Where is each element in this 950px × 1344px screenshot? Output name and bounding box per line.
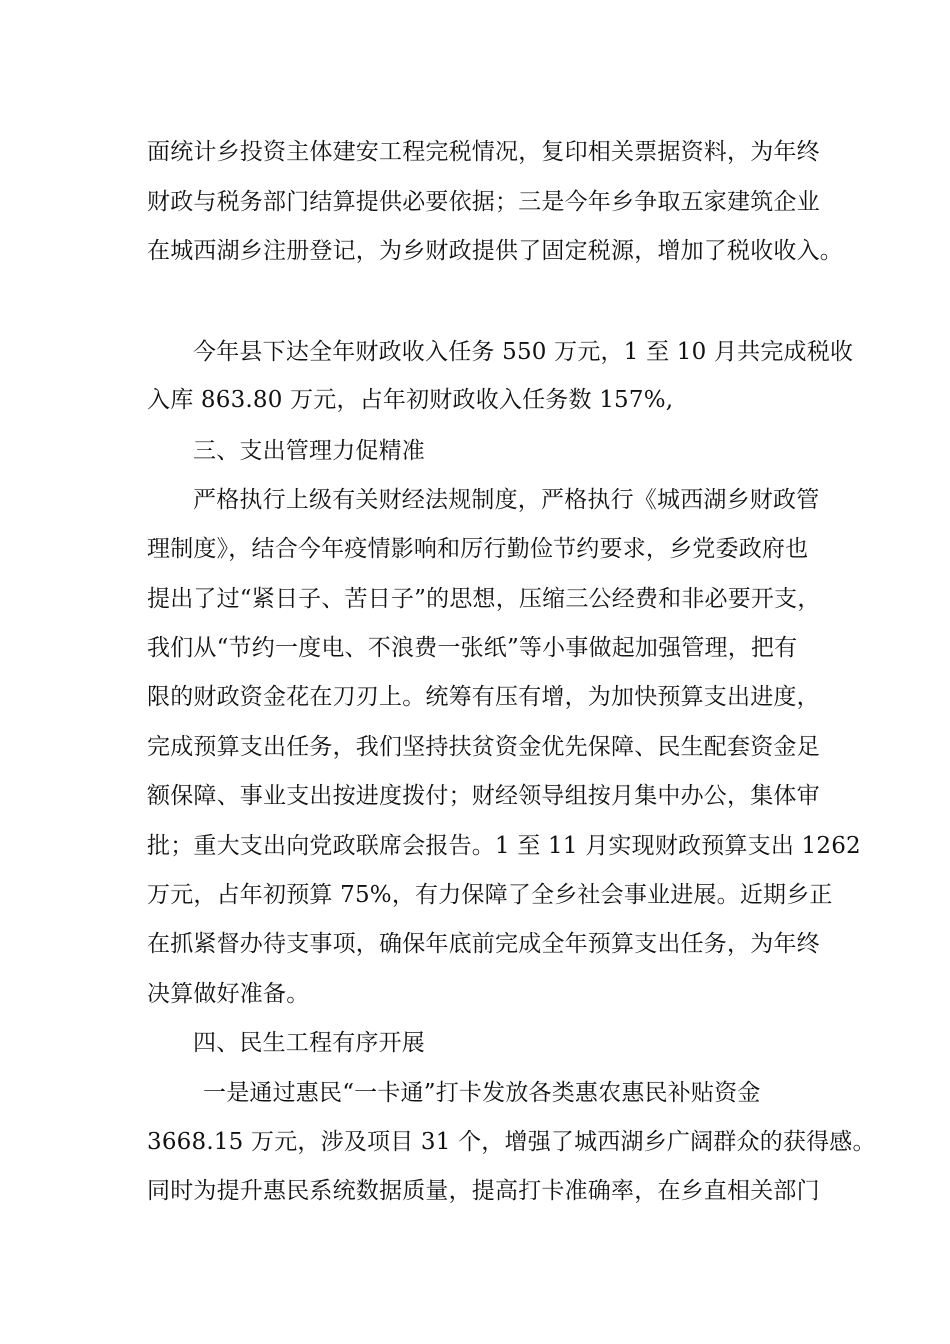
- paragraph-3-line-7: 额保障、事业支出按进度拨付；财经领导组按月集中办公，集体审: [147, 783, 820, 809]
- paragraph-3-line-2: 理制度》，结合今年疫情影响和厉行勤俭节约要求，乡党委政府也: [147, 536, 809, 562]
- section-heading-3: 三、支出管理力促精准: [193, 438, 425, 464]
- paragraph-4-line-3: 同时为提升惠民系统数据质量，提高打卡准确率，在乡直相关部门: [147, 1178, 820, 1204]
- paragraph-3-line-6: 完成预算支出任务，我们坚持扶贫资金优先保障、民生配套资金足: [147, 734, 820, 760]
- paragraph-1-line-3: 在城西湖乡注册登记，为乡财政提供了固定税源，增加了税收收入。: [147, 238, 843, 264]
- paragraph-3-line-9: 万元，占年初预算 75%，有力保障了全乡社会事业进展。近期乡正: [147, 882, 833, 908]
- paragraph-1-line-1: 面统计乡投资主体建安工程完税情况，复印相关票据资料，为年终: [147, 139, 820, 165]
- paragraph-3-line-10: 在抓紧督办待支事项，确保年底前完成全年预算支出任务，为年终: [147, 931, 820, 957]
- paragraph-2-line-2: 入库 863.80 万元，占年初财政收入任务数 157%,: [147, 387, 674, 413]
- paragraph-3-line-4: 我们从“节约一度电、不浪费一张纸”等小事做起加强管理，把有: [147, 635, 798, 661]
- paragraph-3-line-11: 决算做好准备。: [147, 981, 310, 1007]
- paragraph-3-line-5: 限的财政资金花在刀刃上。统筹有压有增，为加快预算支出进度，: [147, 684, 820, 710]
- section-heading-4: 四、民生工程有序开展: [193, 1030, 425, 1056]
- paragraph-4-line-2: 3668.15 万元，涉及项目 31 个，增强了城西湖乡广阔群众的获得感。: [147, 1129, 876, 1155]
- paragraph-3-line-3: 提出了过“紧日子、苦日子”的思想，压缩三公经费和非必要开支，: [147, 586, 821, 612]
- paragraph-1-line-2: 财政与税务部门结算提供必要依据；三是今年乡争取五家建筑企业: [147, 189, 820, 215]
- paragraph-4-line-1: 一是通过惠民“一卡通”打卡发放各类惠农惠民补贴资金: [203, 1080, 761, 1106]
- paragraph-3-line-1: 严格执行上级有关财经法规制度，严格执行《城西湖乡财政管: [193, 487, 820, 513]
- paragraph-2-line-1: 今年县下达全年财政收入任务 550 万元，1 至 10 月共完成税收: [193, 339, 854, 365]
- paragraph-3-line-8: 批；重大支出向党政联席会报告。1 至 11 月实现财政预算支出 1262: [147, 833, 861, 859]
